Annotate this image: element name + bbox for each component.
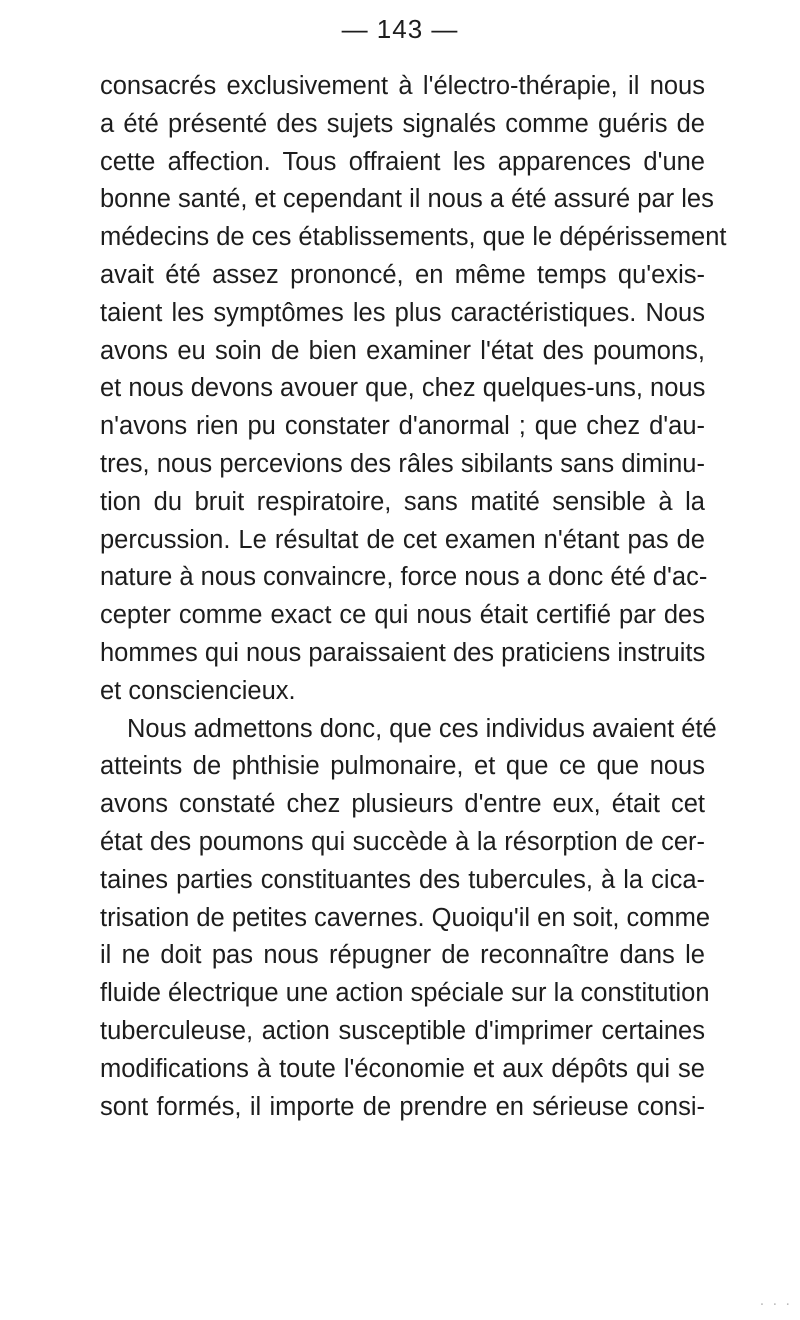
text-line: tuberculeuse, action susceptible d'imprimer certaines — [100, 1016, 705, 1045]
text-line: consacrés exclusivement à l'électro-thérapie, il nous — [100, 72, 705, 100]
scan-artifact-mark: . . . — [759, 1292, 792, 1309]
text-line: a été présenté des sujets signalés comme guéris de — [100, 109, 705, 138]
text-line: cette affection. Tous offraient les apparences d'une — [100, 147, 705, 176]
paragraph-start-line: Nous admettons donc, que ces individus avaient été — [127, 714, 717, 743]
text-line: trisation de petites cavernes. Quoiqu'il en soit, comme — [100, 903, 711, 932]
text-line: tres, nous percevions des râles sibilants sans diminu- — [100, 449, 705, 478]
text-line: n'avons rien pu constater d'anormal ; que chez d'au- — [100, 412, 705, 441]
text-line: tion du bruit respiratoire, sans matité sensible à la — [100, 487, 705, 516]
page-number: — 143 — — [341, 14, 459, 44]
text-line: bonne santé, et cependant il nous a été assuré par les — [100, 185, 714, 214]
text-line: taines parties constituantes des tubercules, à la cica- — [100, 865, 705, 894]
text-line: état des poumons qui succède à la résorption de cer- — [100, 827, 705, 856]
text-line: avons eu soin de bien examiner l'état des poumons, — [100, 336, 705, 365]
paragraph-end-line: et consciencieux. — [100, 676, 296, 705]
text-line: cepter comme exact ce qui nous était certifié par des — [100, 601, 705, 630]
text-line: sont formés, il importe de prendre en sérieuse consi- — [100, 1092, 705, 1121]
text-line: taient les symptômes les plus caractéristiques. Nous — [100, 298, 705, 327]
text-line: avons constaté chez plusieurs d'entre eux, était cet — [100, 790, 705, 819]
text-line: fluide électrique une action spéciale sur la constitution — [100, 979, 710, 1008]
text-line: nature à nous convaincre, force nous a donc été d'ac- — [100, 563, 708, 592]
text-line: atteints de phthisie pulmonaire, et que ce que nous — [100, 752, 705, 781]
text-line: percussion. Le résultat de cet examen n'étant pas de — [100, 525, 705, 554]
text-line: avait été assez prononcé, en même temps qu'exis- — [100, 260, 705, 289]
text-line: et nous devons avouer que, chez quelques-uns, nous — [100, 374, 706, 403]
page-body — [100, 68, 727, 1126]
text-line: il ne doit pas nous répugner de reconnaître dans le — [100, 941, 705, 970]
text-line: hommes qui nous paraissaient des praticiens instruits — [100, 638, 706, 667]
text-line: médecins de ces établissements, que le dépérissement — [100, 223, 727, 252]
text-line: modifications à toute l'économie et aux dépôts qui se — [100, 1054, 705, 1083]
